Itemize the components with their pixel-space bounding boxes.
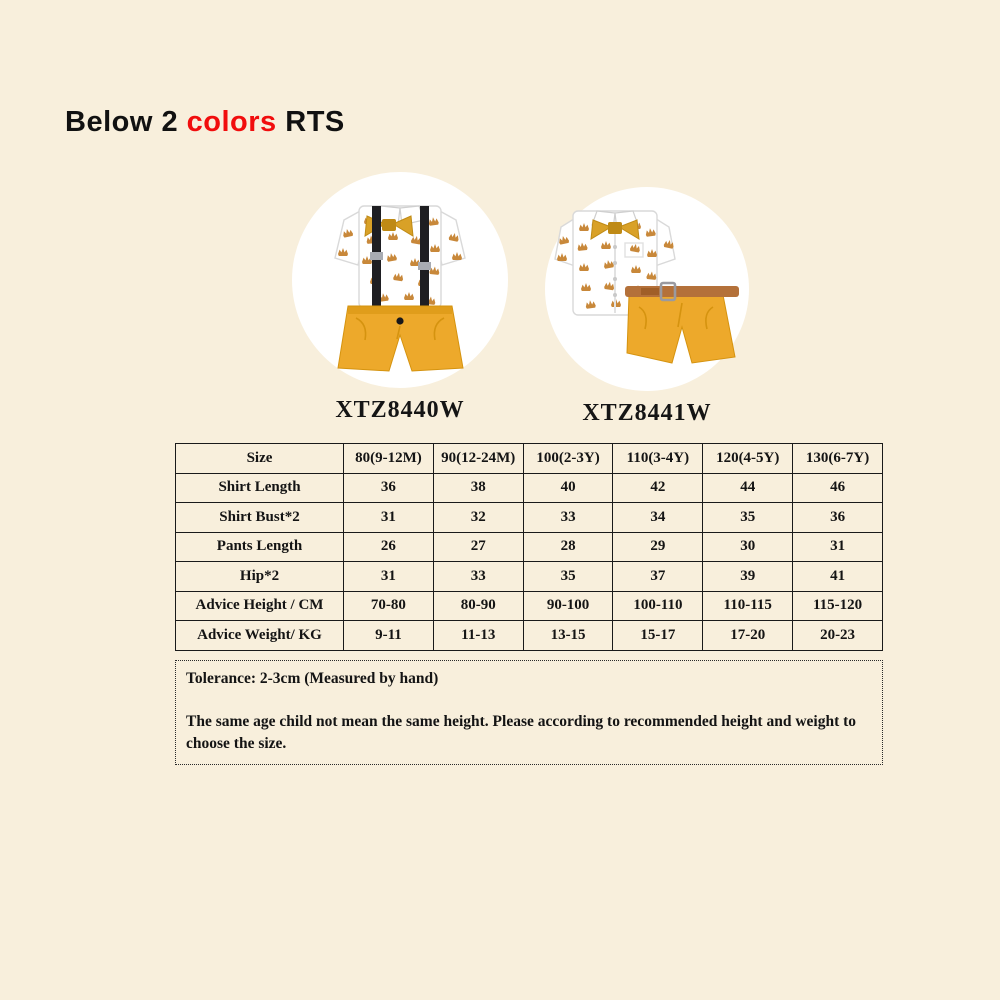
table-row <box>176 562 883 592</box>
table-cell: 31 <box>793 532 883 562</box>
product-code: XTZ8441W <box>582 400 712 426</box>
column-header: 110(3-4Y) <box>613 444 703 474</box>
table-cell: 70-80 <box>344 591 434 621</box>
size-table <box>175 443 883 651</box>
table-cell: 115-120 <box>793 591 883 621</box>
table-cell: 40 <box>523 473 613 503</box>
product-card-left <box>292 172 508 424</box>
table-row <box>176 621 883 651</box>
table-cell: 20-23 <box>793 621 883 651</box>
table-cell: 9-11 <box>344 621 434 651</box>
table-cell: 100-110 <box>613 591 703 621</box>
table-cell: 36 <box>793 503 883 533</box>
table-cell: 33 <box>523 503 613 533</box>
product-card-right <box>545 187 749 427</box>
table-cell: 41 <box>793 562 883 592</box>
column-header: 90(12-24M) <box>433 444 523 474</box>
row-label: Shirt Bust*2 <box>176 503 344 533</box>
notes-box <box>175 660 883 765</box>
table-cell: 17-20 <box>703 621 793 651</box>
column-header: 130(6-7Y) <box>793 444 883 474</box>
table-cell: 11-13 <box>433 621 523 651</box>
table-cell: 46 <box>793 473 883 503</box>
table-cell: 15-17 <box>613 621 703 651</box>
row-label: Advice Weight/ KG <box>176 621 344 651</box>
table-cell: 31 <box>344 503 434 533</box>
table-row <box>176 532 883 562</box>
belt-tail <box>641 288 659 295</box>
table-cell: 31 <box>344 562 434 592</box>
table-cell: 44 <box>703 473 793 503</box>
table-cell: 27 <box>433 532 523 562</box>
table-cell: 37 <box>613 562 703 592</box>
table-cell: 35 <box>523 562 613 592</box>
table-cell: 28 <box>523 532 613 562</box>
table-cell: 29 <box>613 532 703 562</box>
column-header: 120(4-5Y) <box>703 444 793 474</box>
table-cell: 39 <box>703 562 793 592</box>
product-photo-belt-set <box>545 187 749 391</box>
product-code: XTZ8440W <box>335 397 465 423</box>
table-cell: 110-115 <box>703 591 793 621</box>
size-advice-note: The same age child not mean the same height. Please according to recommended height and weight to choose the size. <box>186 713 857 752</box>
title-highlight: colors <box>186 106 277 138</box>
row-label: Advice Height / CM <box>176 591 344 621</box>
table-cell: 42 <box>613 473 703 503</box>
row-label: Shirt Length <box>176 473 344 503</box>
table-header-row <box>176 444 883 474</box>
table-cell: 34 <box>613 503 703 533</box>
table-cell: 32 <box>433 503 523 533</box>
table-cell: 26 <box>344 532 434 562</box>
table-cell: 90-100 <box>523 591 613 621</box>
table-cell: 80-90 <box>433 591 523 621</box>
table-cell: 38 <box>433 473 523 503</box>
table-cell: 33 <box>433 562 523 592</box>
shorts-button <box>396 317 403 324</box>
table-cell: 35 <box>703 503 793 533</box>
title-suffix: RTS <box>276 106 345 138</box>
page-title <box>65 106 345 139</box>
table-cell: 36 <box>344 473 434 503</box>
row-label: Hip*2 <box>176 562 344 592</box>
product-photo-suspender-set <box>292 172 508 388</box>
table-row <box>176 503 883 533</box>
column-header: 100(2-3Y) <box>523 444 613 474</box>
column-header: 80(9-12M) <box>344 444 434 474</box>
table-row <box>176 473 883 503</box>
table-row <box>176 591 883 621</box>
table-cell: 13-15 <box>523 621 613 651</box>
row-label: Pants Length <box>176 532 344 562</box>
title-prefix: Below 2 <box>65 106 187 138</box>
table-cell: 30 <box>703 532 793 562</box>
tolerance-note: Tolerance: 2-3cm (Measured by hand) <box>186 670 439 687</box>
size-column-header: Size <box>176 444 344 474</box>
